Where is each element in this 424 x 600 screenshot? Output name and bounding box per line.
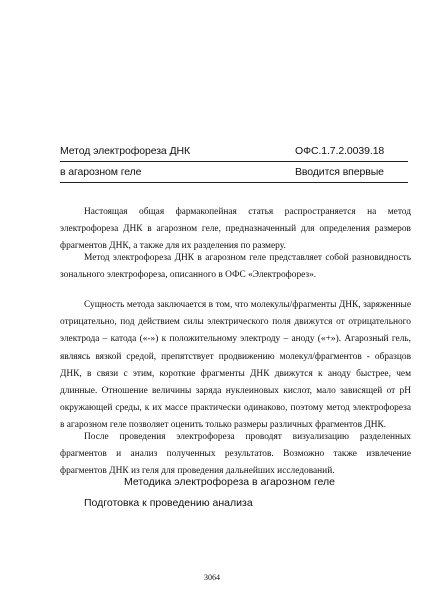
header-rule-top — [60, 161, 408, 162]
paragraph-visualization: После проведения электрофореза проводят визуализацию разделенных фрагментов и анализ полученных результатов. Возможно также извлечение фрагментов ДНК из геля для проведения дальнейших исследований. — [60, 432, 411, 477]
subsection-heading: Подготовка к проведению анализа — [84, 497, 253, 509]
paragraph-method-definition: Метод электрофореза ДНК в агарозном геле представляет собой разновидность зонального электрофореза, описанного в ОФС «Электрофорез». — [60, 253, 411, 281]
document-code: ОФС.1.7.2.0039.18 — [295, 145, 385, 157]
paragraph-scope: Настоящая общая фармакопейная статья распространяется на метод электрофореза ДНК в агарозном геле, предназначенный для определения размеров фрагментов ДНК, а также для их разделения по размеру. — [60, 207, 411, 252]
document-title-line2: в агарозном геле — [60, 166, 142, 178]
document-title-line1: Метод электрофореза ДНК — [60, 145, 191, 157]
section-heading: Методика электрофореза в агарозном геле — [124, 476, 335, 488]
page-number: 3064 — [204, 573, 220, 582]
document-status: Вводится впервые — [295, 166, 384, 178]
header-rule-bottom — [60, 182, 408, 183]
paragraph-method-essence: Сущность метода заключается в том, что молекулы/фрагменты ДНК, заряженные отрицательно, под действием силы электрического поля движутся от отрицательного электрода – катода («-») к положительному электроду – аноду («+»). Агарозный гель, являясь вязкой средой, препятствует продвижению молекул/фрагментов - образцов ДНК, в связи с этим, короткие фрагменты ДНК движутся к аноду быстрее, чем длинные. Отношение величины заряда нуклеиновых кислот, мало зависящей от pH окружающей среды, к их массе практически одинаково, поэтому метод электрофореза в агарозном геле позволяет оценить только размеры различных фрагментов ДНК. — [60, 300, 411, 431]
